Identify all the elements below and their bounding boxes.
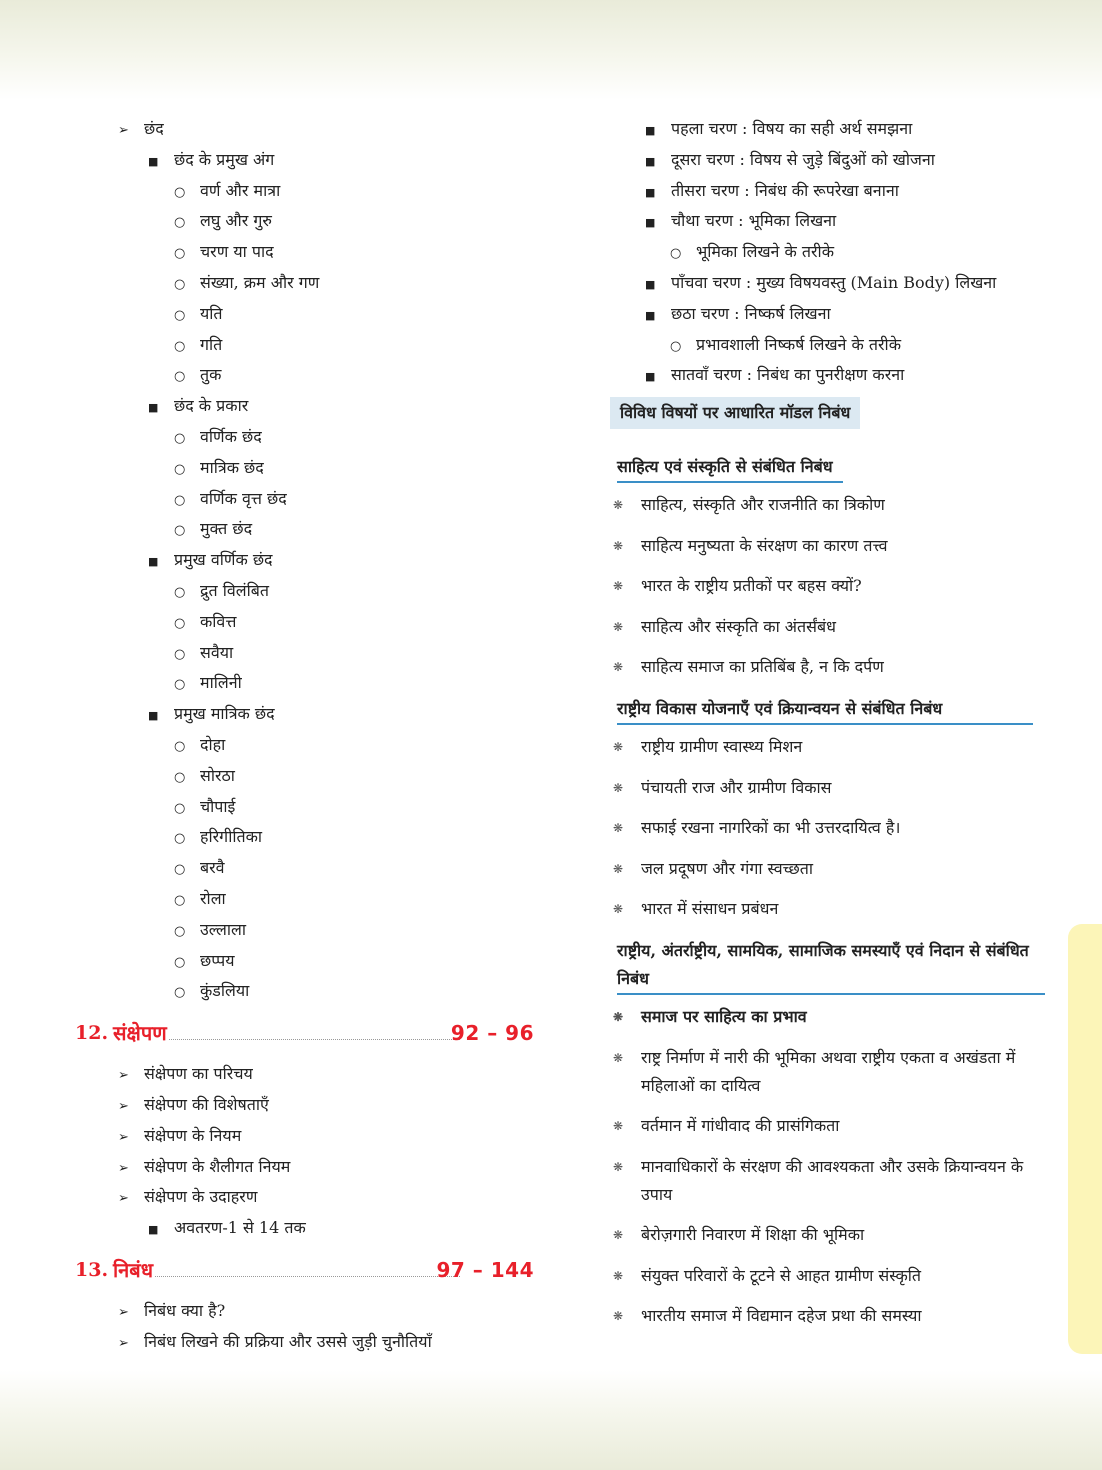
essay-topic-text: भारतीय समाज में विद्यमान दहेज प्रथा की समस्या xyxy=(641,1306,922,1326)
arrow-bullet-icon: ➢ xyxy=(118,1068,129,1084)
outline-item xyxy=(0,453,560,484)
circle-bullet-icon: ○ xyxy=(174,985,186,1001)
arrow-bullet-icon: ➢ xyxy=(118,1160,129,1176)
star-bullet-icon: ❋ xyxy=(613,1010,624,1025)
circle-bullet-icon: ○ xyxy=(670,338,682,354)
outline-item-text: द्रुत विलंबित xyxy=(200,580,269,600)
outline-item-text: मालिनी xyxy=(200,673,242,693)
outline-item xyxy=(0,545,560,576)
circle-bullet-icon: ○ xyxy=(174,461,186,477)
square-bullet-icon: ■ xyxy=(148,154,159,168)
outline-item-text: संक्षेपण की विशेषताएँ xyxy=(144,1094,269,1114)
circle-bullet-icon: ○ xyxy=(174,738,186,754)
section-title: निबंध xyxy=(113,1250,155,1290)
outline-item xyxy=(605,330,1055,361)
page-footer-band xyxy=(0,1370,1102,1470)
group2-heading: राष्ट्रीय विकास योजनाएँ एवं क्रियान्वयन से संबंधित निबंध xyxy=(617,695,1033,725)
outline-item xyxy=(0,1182,560,1213)
section-13-heading[interactable] xyxy=(0,1250,560,1290)
essay-topic-text: संयुक्त परिवारों के टूटने से आहत ग्रामीण संस्कृति xyxy=(641,1265,922,1285)
outline-item-text: मुक्त छंद xyxy=(200,519,253,539)
outline-item xyxy=(0,853,560,884)
square-bullet-icon: ■ xyxy=(148,401,159,415)
outline-item xyxy=(0,668,560,699)
right-column xyxy=(605,114,1055,1343)
outline-item xyxy=(605,237,1055,268)
arrow-bullet-icon: ➢ xyxy=(118,123,129,138)
side-thumb-tab xyxy=(1068,924,1102,1354)
outline-item-text: छंद xyxy=(144,119,164,138)
outline-item xyxy=(0,1327,560,1358)
essay-topic xyxy=(605,1221,1041,1249)
circle-bullet-icon: ○ xyxy=(174,369,186,385)
outline-item xyxy=(0,514,560,545)
section-12-items xyxy=(0,1059,560,1244)
outline-item-text: पाँचवा चरण : मुख्य विषयवस्तु (Main Body) लिखना xyxy=(671,272,997,292)
outline-item xyxy=(0,915,560,946)
outline-item xyxy=(0,761,560,792)
outline-item-text: निबंध क्या है? xyxy=(144,1300,226,1320)
circle-bullet-icon: ○ xyxy=(174,184,186,200)
outline-item xyxy=(0,576,560,607)
circle-bullet-icon: ○ xyxy=(174,677,186,693)
group3-heading: राष्ट्रीय, अंतर्राष्ट्रीय, सामयिक, सामाजिक समस्याएँ एवं निदान से संबंधित निबंध xyxy=(617,937,1045,995)
outline-item-text: छप्पय xyxy=(200,950,235,970)
group1-heading: साहित्य एवं संस्कृति से संबंधित निबंध xyxy=(617,453,843,483)
section-number: 12. xyxy=(75,1022,109,1045)
outline-item xyxy=(0,976,560,1007)
arrow-bullet-icon: ➢ xyxy=(118,1335,129,1351)
outline-item-text: दूसरा चरण : विषय से जुड़े बिंदुओं को खोजना xyxy=(671,149,935,169)
outline-item xyxy=(0,884,560,915)
outline-item xyxy=(0,330,560,361)
outline-item-text: कवित्त xyxy=(200,611,237,631)
outline-item xyxy=(605,206,1055,237)
outline-item-text: यति xyxy=(200,303,223,323)
essay-topic-text: साहित्य, संस्कृति और राजनीति का त्रिकोण xyxy=(641,495,885,515)
circle-bullet-icon: ○ xyxy=(174,430,186,446)
outline-item xyxy=(0,206,560,237)
essay-topic-text: साहित्य समाज का प्रतिबिंब है, न कि दर्पण xyxy=(641,657,884,677)
essay-topic-text: भारत में संसाधन प्रबंधन xyxy=(641,899,779,919)
circle-bullet-icon: ○ xyxy=(174,584,186,600)
circle-bullet-icon: ○ xyxy=(670,246,682,262)
outline-item-text: रोला xyxy=(200,888,226,908)
star-bullet-icon: ❋ xyxy=(613,821,624,836)
essay-topic-text: साहित्य और संस्कृति का अंतर्संबंध xyxy=(641,616,836,636)
outline-item-text: संक्षेपण के नियम xyxy=(144,1125,242,1145)
essay-topic xyxy=(605,1262,1041,1290)
outline-item xyxy=(605,114,1055,145)
group3-list xyxy=(605,1003,1055,1330)
outline-item-text: गति xyxy=(200,334,223,354)
outline-item xyxy=(0,391,560,422)
square-bullet-icon: ■ xyxy=(645,277,656,291)
outline-item-text: उल्लाला xyxy=(200,919,246,939)
outline-item xyxy=(0,638,560,669)
essay-topic xyxy=(605,613,1041,641)
circle-bullet-icon: ○ xyxy=(174,338,186,354)
circle-bullet-icon: ○ xyxy=(174,215,186,231)
circle-bullet-icon: ○ xyxy=(174,831,186,847)
outline-item-text: छंद के प्रकार xyxy=(174,396,249,416)
outline-item xyxy=(0,730,560,761)
leader-dots xyxy=(113,1276,460,1277)
essay-topic xyxy=(605,1302,1041,1330)
outline-item xyxy=(0,145,560,176)
section-title: संक्षेपण xyxy=(113,1013,169,1053)
outline-item xyxy=(0,822,560,853)
square-bullet-icon: ■ xyxy=(645,370,656,384)
outline-item xyxy=(605,145,1055,176)
arrow-bullet-icon: ➢ xyxy=(118,1129,129,1145)
outline-item xyxy=(0,1296,560,1327)
star-bullet-icon: ❋ xyxy=(613,1119,624,1134)
essay-topic-text: साहित्य मनुष्यता के संरक्षण का कारण तत्त्व xyxy=(641,535,888,555)
circle-bullet-icon: ○ xyxy=(174,276,186,292)
star-bullet-icon: ❋ xyxy=(613,538,624,553)
outline-item-text: चौपाई xyxy=(200,796,236,816)
essay-topic-text: राष्ट्रीय ग्रामीण स्वास्थ्य मिशन xyxy=(641,737,803,757)
outline-item xyxy=(605,176,1055,207)
essay-topic xyxy=(605,491,1041,519)
outline-item-text: छठा चरण : निष्कर्ष लिखना xyxy=(671,303,831,323)
section-13-items xyxy=(0,1296,560,1358)
essay-topic-text: जल प्रदूषण और गंगा स्वच्छता xyxy=(641,858,814,878)
circle-bullet-icon: ○ xyxy=(174,492,186,508)
essay-topic xyxy=(605,1044,1041,1100)
square-bullet-icon: ■ xyxy=(148,709,159,723)
outline-item-text: पहला चरण : विषय का सही अर्थ समझना xyxy=(671,119,913,138)
star-bullet-icon: ❋ xyxy=(613,1268,624,1283)
essay-topic-text: मानवाधिकारों के संरक्षण की आवश्यकता और उसके क्रियान्वयन के उपाय xyxy=(641,1156,1024,1204)
outline-item xyxy=(0,484,560,515)
star-bullet-icon: ❋ xyxy=(613,1159,624,1174)
essay-topic-text: पंचायती राज और ग्रामीण विकास xyxy=(641,777,832,797)
essay-topic-text: बेरोज़गारी निवारण में शिक्षा की भूमिका xyxy=(641,1225,865,1245)
outline-item-text: लघु और गुरु xyxy=(200,211,272,231)
square-bullet-icon: ■ xyxy=(645,185,656,199)
outline-item-text: सोरठा xyxy=(200,765,235,785)
star-bullet-icon: ❋ xyxy=(613,1050,624,1065)
circle-bullet-icon: ○ xyxy=(174,892,186,908)
outline-item-text: दोहा xyxy=(200,734,226,754)
outline-item-text: मात्रिक छंद xyxy=(200,457,264,477)
section-number: 13. xyxy=(75,1258,109,1281)
essay-topic xyxy=(605,1112,1041,1140)
outline-item xyxy=(0,422,560,453)
outline-item-text: तुक xyxy=(200,365,222,385)
outline-item-text: बरवै xyxy=(200,858,225,878)
star-bullet-icon: ❋ xyxy=(613,660,624,675)
outline-item-text: भूमिका लिखने के तरीके xyxy=(696,242,834,262)
arrow-bullet-icon: ➢ xyxy=(118,1098,129,1114)
essay-topic xyxy=(605,653,1041,681)
outline-item-text: वर्णिक वृत्त छंद xyxy=(200,488,287,508)
outline-item-text: वर्ण और मात्रा xyxy=(200,180,281,200)
outline-item-text: प्रभावशाली निष्कर्ष लिखने के तरीके xyxy=(696,334,901,354)
essay-topic xyxy=(605,1153,1041,1209)
outline-item-text: प्रमुख मात्रिक छंद xyxy=(174,704,275,724)
outline-item xyxy=(0,176,560,207)
outline-item-text: कुंडलिया xyxy=(200,981,250,1001)
essay-topic xyxy=(605,532,1041,560)
outline-item xyxy=(0,699,560,730)
outline-item-text: अवतरण-1 से 14 तक xyxy=(174,1218,306,1238)
circle-bullet-icon: ○ xyxy=(174,769,186,785)
circle-bullet-icon: ○ xyxy=(174,923,186,939)
outline-item xyxy=(0,1059,560,1090)
outline-item-text: संख्या, क्रम और गण xyxy=(200,272,320,292)
arrow-bullet-icon: ➢ xyxy=(118,1304,129,1320)
star-bullet-icon: ❋ xyxy=(613,619,624,634)
essay-topic-text: सफाई रखना नागरिकों का भी उत्तरदायित्व है। xyxy=(641,818,901,838)
star-bullet-icon: ❋ xyxy=(613,740,624,755)
outline-item xyxy=(0,237,560,268)
essay-topic-text: भारत के राष्ट्रीय प्रतीकों पर बहस क्यों? xyxy=(641,576,862,596)
star-bullet-icon: ❋ xyxy=(613,1309,624,1324)
outline-item-text: संक्षेपण के उदाहरण xyxy=(144,1187,258,1207)
outline-item xyxy=(0,946,560,977)
outline-item-text: सातवाँ चरण : निबंध का पुनरीक्षण करना xyxy=(671,365,905,385)
outline-item xyxy=(0,1090,560,1121)
outline-item-text: वर्णिक छंद xyxy=(200,426,262,446)
model-essays-heading: विविध विषयों पर आधारित मॉडल निबंध xyxy=(610,397,860,429)
outline-item xyxy=(0,268,560,299)
essay-topic-text: वर्तमान में गांधीवाद की प्रासंगिकता xyxy=(641,1116,840,1136)
outline-item xyxy=(0,114,560,145)
star-bullet-icon: ❋ xyxy=(613,498,624,513)
circle-bullet-icon: ○ xyxy=(174,862,186,878)
page-header-band xyxy=(0,0,1102,100)
outline-item xyxy=(0,607,560,638)
outline-item-text: हरिगीतिका xyxy=(200,827,263,847)
outline-item-text: संक्षेपण के शैलीगत नियम xyxy=(144,1156,291,1176)
outline-item-text: निबंध लिखने की प्रक्रिया और उससे जुड़ी चुनौतियाँ xyxy=(144,1331,432,1351)
circle-bullet-icon: ○ xyxy=(174,307,186,323)
outline-item xyxy=(0,299,560,330)
square-bullet-icon: ■ xyxy=(645,124,656,137)
left-column xyxy=(0,114,560,1357)
square-bullet-icon: ■ xyxy=(148,555,159,569)
essay-topic xyxy=(605,814,1041,842)
circle-bullet-icon: ○ xyxy=(174,954,186,970)
star-bullet-icon: ❋ xyxy=(613,861,624,876)
circle-bullet-icon: ○ xyxy=(174,615,186,631)
star-bullet-icon: ❋ xyxy=(613,902,624,917)
essay-topic xyxy=(605,1003,1041,1031)
square-bullet-icon: ■ xyxy=(148,1223,159,1237)
circle-bullet-icon: ○ xyxy=(174,523,186,539)
circle-bullet-icon: ○ xyxy=(174,246,186,262)
circle-bullet-icon: ○ xyxy=(174,646,186,662)
square-bullet-icon: ■ xyxy=(645,308,656,322)
essay-topic xyxy=(605,733,1041,761)
outline-item xyxy=(0,1121,560,1152)
outline-item xyxy=(0,1213,560,1244)
outline-item xyxy=(605,299,1055,330)
essay-topic xyxy=(605,572,1041,600)
outline-item-text: प्रमुख वर्णिक छंद xyxy=(174,550,273,570)
square-bullet-icon: ■ xyxy=(645,216,656,230)
outline-item-text: चौथा चरण : भूमिका लिखना xyxy=(671,211,837,231)
page-range: 97 – 144 xyxy=(436,1257,534,1282)
square-bullet-icon: ■ xyxy=(645,154,656,168)
essay-topic xyxy=(605,774,1041,802)
arrow-bullet-icon: ➢ xyxy=(118,1191,129,1207)
essay-steps xyxy=(605,114,1055,391)
circle-bullet-icon: ○ xyxy=(174,800,186,816)
outline-item xyxy=(605,268,1055,299)
chhand-outline xyxy=(0,114,560,1007)
page-range: 92 – 96 xyxy=(450,1021,534,1046)
star-bullet-icon: ❋ xyxy=(613,579,624,594)
group2-list xyxy=(605,733,1055,923)
outline-item-text: तीसरा चरण : निबंध की रूपरेखा बनाना xyxy=(671,180,899,200)
group1-list xyxy=(605,491,1055,681)
essay-topic-text: समाज पर साहित्य का प्रभाव xyxy=(641,1007,807,1027)
essay-topic xyxy=(605,855,1041,883)
star-bullet-icon: ❋ xyxy=(613,1228,624,1243)
outline-item-text: छंद के प्रमुख अंग xyxy=(174,149,275,169)
essay-topic-text: राष्ट्र निर्माण में नारी की भूमिका अथवा राष्ट्रीय एकता व अखंडता में महिलाओं का दायित्व xyxy=(641,1047,1016,1095)
star-bullet-icon: ❋ xyxy=(613,780,624,795)
outline-item-text: चरण या पाद xyxy=(200,242,274,262)
outline-item-text: संक्षेपण का परिचय xyxy=(144,1064,253,1084)
outline-item-text: सवैया xyxy=(200,642,234,662)
outline-item xyxy=(605,360,1055,391)
outline-item xyxy=(0,360,560,391)
section-12-heading[interactable] xyxy=(0,1013,560,1053)
essay-topic xyxy=(605,895,1041,923)
outline-item xyxy=(0,792,560,823)
outline-item xyxy=(0,1152,560,1183)
